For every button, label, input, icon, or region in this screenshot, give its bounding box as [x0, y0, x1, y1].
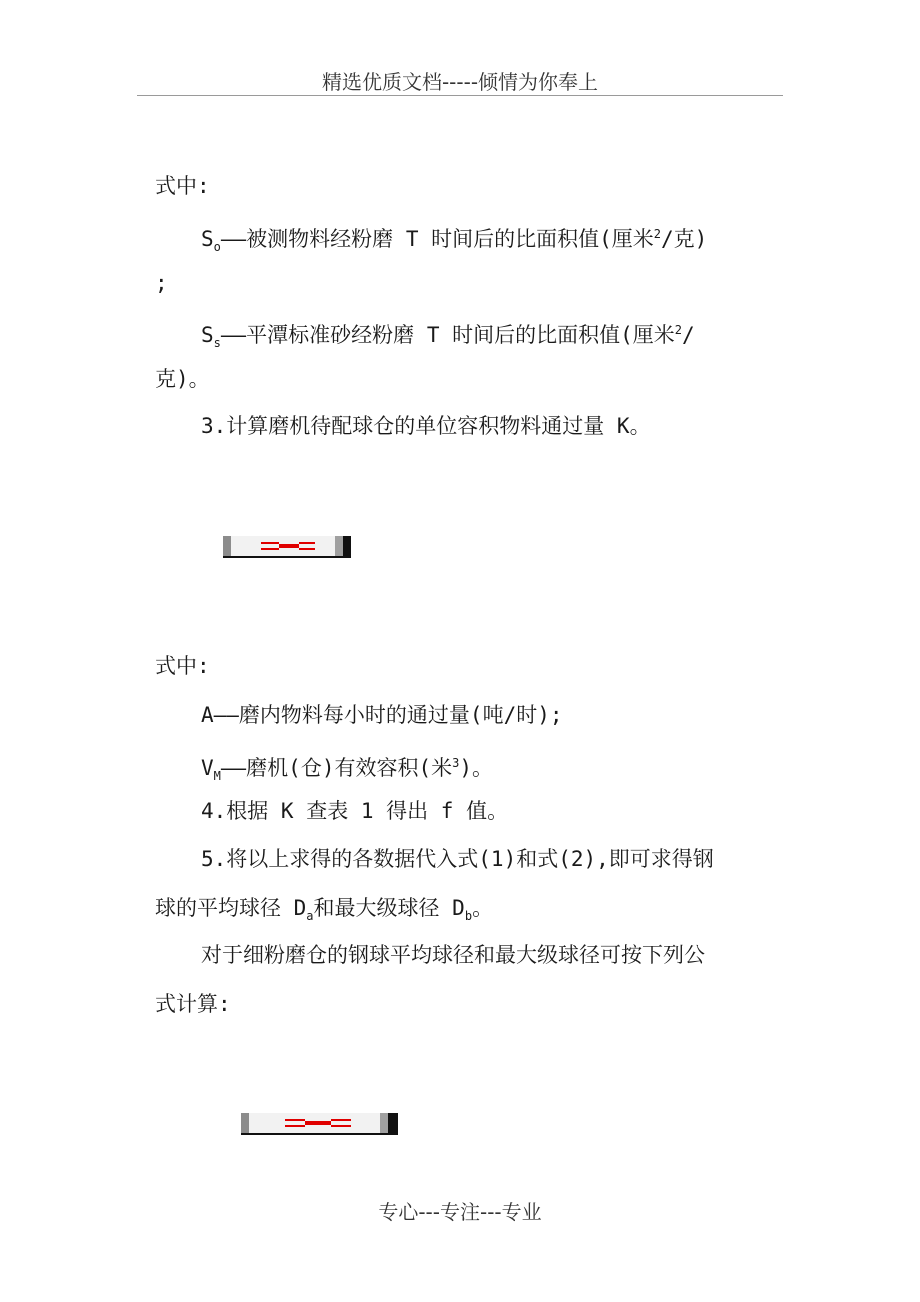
a-definition: A——磨内物料每小时的通过量(吨/时); — [201, 703, 563, 727]
fine-grinding-paragraph-1: 对于细粉磨仓的钢球平均球径和最大级球径可按下列公 — [201, 943, 705, 967]
ss-symbol: S — [201, 323, 214, 347]
so-definition — [201, 220, 707, 261]
db-subscript: b — [464, 909, 473, 923]
where-label-2: 式中: — [155, 654, 210, 678]
vm-unit: )。 — [459, 756, 493, 780]
vm-subscript: M — [213, 769, 221, 783]
page-footer: 专心---专注---专业 — [378, 1200, 542, 1224]
step-5-text-b: 和最大级球径 D — [313, 896, 465, 920]
step-5-line-2 — [155, 894, 493, 930]
step-4: 4.根据 K 查表 1 得出 f 值。 — [201, 799, 509, 823]
so-text: ——被测物料经粉磨 T 时间后的比面积值(厘米 — [220, 227, 654, 251]
ss-superscript: 2 — [674, 323, 682, 337]
header-divider — [137, 95, 783, 96]
ss-text: ——平潭标准砂经粉磨 T 时间后的比面积值(厘米 — [220, 323, 675, 347]
formula-image-2-right-edge-light — [380, 1113, 388, 1133]
vm-superscript: 3 — [452, 756, 460, 770]
where-label: 式中: — [155, 174, 210, 198]
step-5-line-1: 5.将以上求得的各数据代入式(1)和式(2),即可求得钢 — [201, 847, 714, 871]
fine-grinding-paragraph-2: 式计算: — [155, 992, 231, 1016]
so-continuation: ; — [155, 271, 168, 295]
da-subscript: a — [306, 909, 314, 923]
vm-text: ——磨机(仓)有效容积(米 — [220, 756, 453, 780]
so-unit: /克) — [660, 227, 708, 251]
formula-image-right-edge-light — [335, 536, 343, 556]
so-subscript: o — [213, 240, 221, 254]
ss-subscript: s — [213, 336, 221, 350]
formula-mark-icon-2 — [241, 1113, 398, 1133]
so-symbol: S — [201, 227, 214, 251]
page-header: 精选优质文档-----倾情为你奉上 — [321, 70, 599, 94]
formula-image-2 — [241, 1113, 398, 1135]
step-3: 3.计算磨机待配球仓的单位容积物料通过量 K。 — [201, 414, 651, 438]
ss-continuation: 克)。 — [155, 367, 210, 391]
step-5-text-c: 。 — [472, 896, 494, 920]
vm-symbol: V — [201, 756, 214, 780]
formula-image-2-right-edge — [388, 1113, 398, 1133]
so-superscript: 2 — [653, 227, 661, 241]
formula-image-1 — [223, 536, 351, 558]
vm-definition — [201, 749, 493, 790]
formula-mark-icon — [223, 536, 351, 556]
step-5-text-a: 球的平均球径 D — [155, 896, 307, 920]
formula-image-right-edge — [343, 536, 351, 556]
ss-definition — [201, 316, 695, 357]
ss-unit: / — [681, 323, 695, 347]
